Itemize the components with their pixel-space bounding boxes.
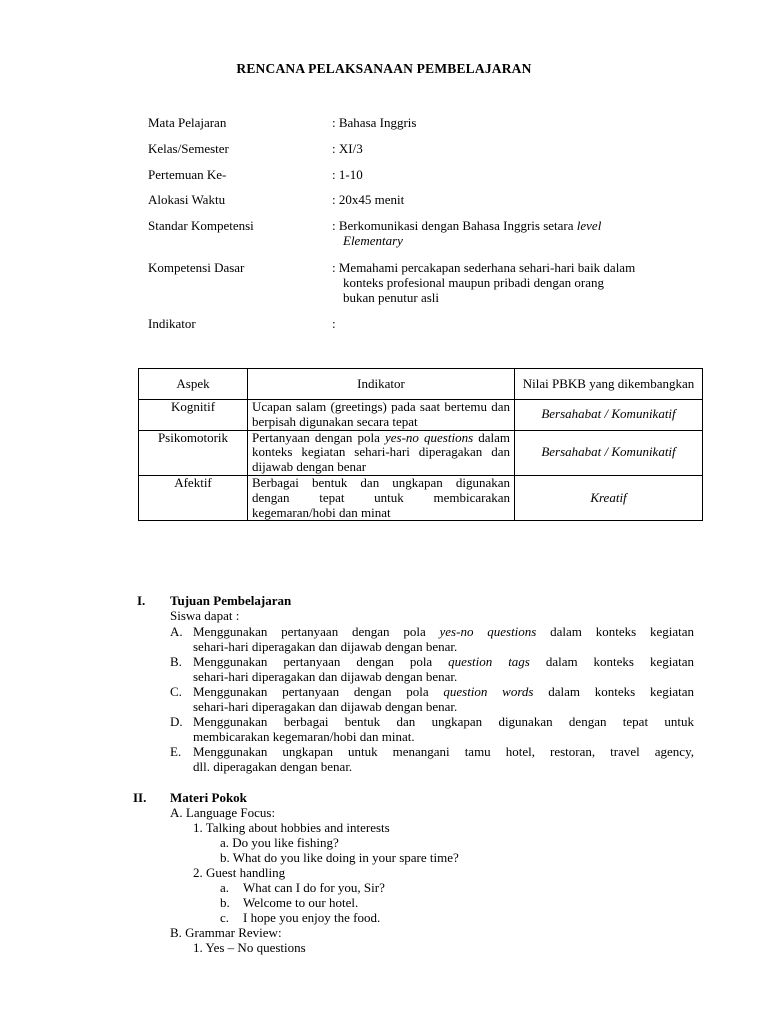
item-text: Menggunakan pertanyaan dengan pola bbox=[193, 624, 440, 639]
item-text: Menggunakan pertanyaan dengan pola bbox=[193, 684, 444, 699]
table-row bbox=[139, 400, 703, 431]
info-value bbox=[332, 218, 702, 248]
list-item: a. Do you like fishing? bbox=[220, 835, 339, 850]
info-label: Standar Kompetensi bbox=[148, 218, 254, 233]
value-text: bukan penutur asli bbox=[343, 290, 440, 305]
info-label: Alokasi Waktu bbox=[148, 192, 226, 207]
list-item: Welcome to our hotel. bbox=[243, 895, 359, 910]
info-value: : bbox=[332, 316, 336, 331]
info-label: Kompetensi Dasar bbox=[148, 260, 245, 275]
cell-text: dalam konteks kegiatan sehari-hari diperagakan dan dijawab dengan benar bbox=[252, 429, 510, 475]
table-cell-nilai: Bersahabat / Komunikatif bbox=[515, 430, 703, 475]
list-item bbox=[193, 654, 694, 669]
info-label: Kelas/Semester bbox=[148, 141, 229, 156]
column-header: Aspek bbox=[139, 369, 248, 400]
list-item: B. Grammar Review: bbox=[170, 925, 282, 940]
table-cell-nilai: Kreatif bbox=[515, 475, 703, 520]
value-italic: Elementary bbox=[343, 233, 403, 248]
list-item: 1. Yes – No questions bbox=[193, 940, 306, 955]
list-item-letter: c. bbox=[220, 910, 230, 925]
table-row bbox=[139, 430, 703, 475]
list-item-continuation: dll. diperagakan dengan benar. bbox=[193, 759, 353, 774]
list-item-letter: B. bbox=[170, 654, 182, 669]
list-item-continuation: sehari-hari diperagakan dan dijawab dengan benar. bbox=[193, 699, 458, 714]
list-item-letter: a. bbox=[220, 880, 230, 895]
table-cell-indikator: Berbagai bentuk dan ungkapan digunakan dengan tepat untuk membicarakan kegemaran/hobi dan minat bbox=[248, 475, 515, 520]
table-cell-aspek: Afektif bbox=[139, 475, 248, 520]
list-item: What can I do for you, Sir? bbox=[243, 880, 385, 895]
table-header-row bbox=[139, 369, 703, 400]
cell-text: Pertanyaan dengan pola bbox=[252, 429, 385, 445]
section-number: II. bbox=[133, 790, 147, 805]
list-item bbox=[193, 744, 694, 759]
info-value bbox=[332, 260, 702, 305]
value-italic: level bbox=[576, 218, 602, 233]
list-item-letter: D. bbox=[170, 714, 183, 729]
list-item: 2. Guest handling bbox=[193, 865, 286, 880]
info-value: : 1-10 bbox=[332, 167, 363, 182]
item-text: Menggunakan berbagai bentuk dan ungkapan digunakan dengan tepat untuk bbox=[193, 714, 694, 729]
table-cell-aspek: Psikomotorik bbox=[139, 430, 248, 475]
table-cell-aspek: Kognitif bbox=[139, 400, 248, 431]
item-text: dalam konteks kegiatan bbox=[533, 684, 695, 699]
list-item-continuation: membicarakan kegemaran/hobi dan minat. bbox=[193, 729, 415, 744]
item-text: dalam konteks kegiatan bbox=[536, 624, 694, 639]
item-text: Menggunakan pertanyaan dengan pola bbox=[193, 654, 449, 669]
value-text: : Memahami percakapan sederhana sehari-hari baik dalam bbox=[332, 260, 636, 275]
info-value: : 20x45 menit bbox=[332, 192, 405, 207]
list-item: 1. Talking about hobbies and interests bbox=[193, 820, 390, 835]
section-title: Materi Pokok bbox=[170, 790, 247, 805]
item-italic: yes-no questions bbox=[439, 624, 537, 639]
aspek-table bbox=[138, 368, 703, 521]
column-header: Indikator bbox=[248, 369, 515, 400]
info-value: : Bahasa Inggris bbox=[332, 115, 417, 130]
list-item-continuation: sehari-hari diperagakan dan dijawab dengan benar. bbox=[193, 669, 458, 684]
list-item-letter: b. bbox=[220, 895, 230, 910]
section-title: Tujuan Pembelajaran bbox=[170, 593, 292, 608]
list-item bbox=[193, 624, 694, 639]
page-title: RENCANA PELAKSANAAN PEMBELAJARAN bbox=[236, 61, 532, 76]
info-value: : XI/3 bbox=[332, 141, 363, 156]
list-item bbox=[193, 714, 694, 729]
table-cell-indikator: Ucapan salam (greetings) pada saat bertemu dan berpisah digunakan secara tepat bbox=[248, 400, 515, 431]
info-label: Indikator bbox=[148, 316, 196, 331]
list-item: I hope you enjoy the food. bbox=[243, 910, 381, 925]
list-item-letter: C. bbox=[170, 684, 182, 699]
list-item-letter: A. bbox=[170, 624, 183, 639]
cell-italic: yes-no questions bbox=[384, 429, 474, 445]
list-item: A. Language Focus: bbox=[170, 805, 276, 820]
list-item-continuation: sehari-hari diperagakan dan dijawab dengan benar. bbox=[193, 639, 458, 654]
info-label: Mata Pelajaran bbox=[148, 115, 227, 130]
item-italic: question words bbox=[443, 684, 534, 699]
list-item bbox=[193, 684, 694, 699]
list-item: b. What do you like doing in your spare time? bbox=[220, 850, 459, 865]
section-intro: Siswa dapat : bbox=[170, 608, 240, 623]
list-item-letter: E. bbox=[170, 744, 182, 759]
section-number: I. bbox=[137, 593, 146, 608]
item-italic: question tags bbox=[448, 654, 530, 669]
column-header: Nilai PBKB yang dikembangkan bbox=[515, 369, 703, 400]
item-text: Menggunakan ungkapan untuk menangani tamu hotel, restoran, travel agency, bbox=[193, 744, 694, 759]
info-label: Pertemuan Ke- bbox=[148, 167, 227, 182]
table-cell-indikator bbox=[248, 430, 515, 475]
value-text: konteks profesional maupun pribadi dengan orang bbox=[343, 275, 605, 290]
table-row bbox=[139, 475, 703, 520]
item-text: dalam konteks kegiatan bbox=[529, 654, 694, 669]
value-text: : Berkomunikasi dengan Bahasa Inggris setara bbox=[332, 218, 577, 233]
table-cell-nilai: Bersahabat / Komunikatif bbox=[515, 400, 703, 431]
